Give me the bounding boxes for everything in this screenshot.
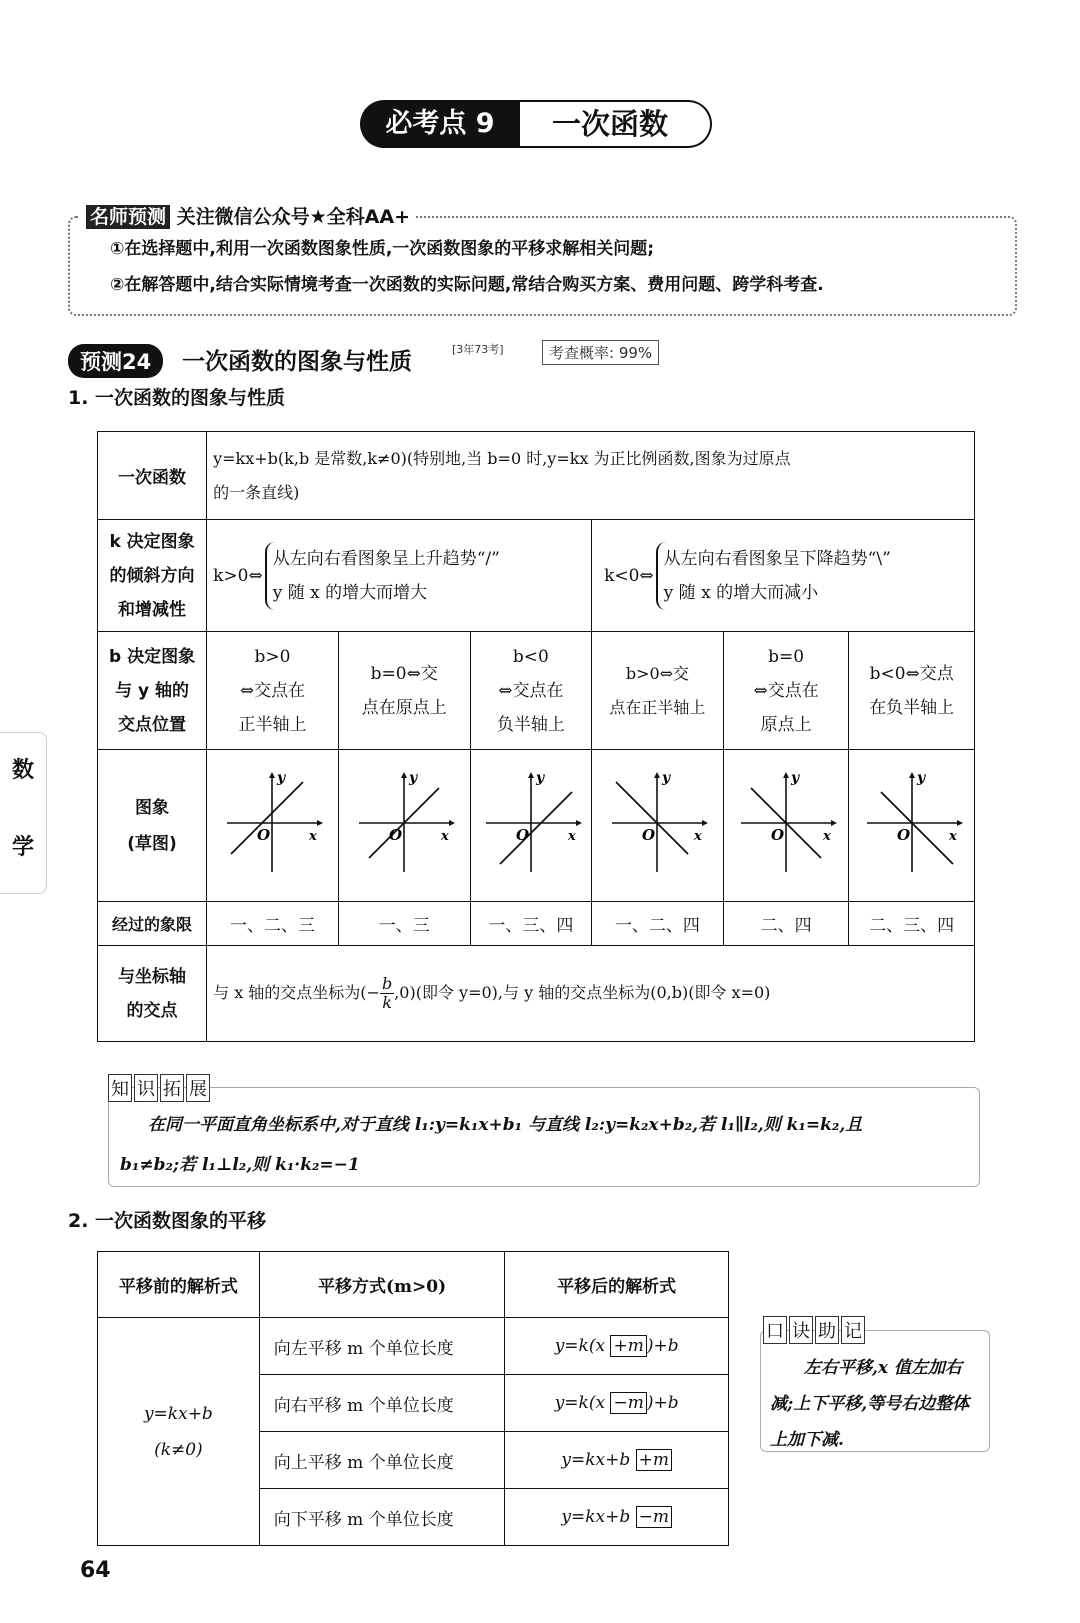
shift-row-1 xyxy=(98,1318,729,1375)
original-expression xyxy=(98,1318,260,1546)
banner-label: 必考点 9 xyxy=(360,100,520,148)
graph-cell-4 xyxy=(592,750,724,902)
x-label: x xyxy=(823,829,831,844)
shift-result-1-pre: y=k(x xyxy=(554,1336,611,1356)
head-k xyxy=(98,520,207,632)
sketch-graph-1 xyxy=(217,768,327,878)
definition-line-1: y=kx+b(k,b 是常数,k≠0)(特别地,当 b=0 时,y=kx 为正比例函数,图象为过原点 xyxy=(213,448,791,468)
y-axis-arrow xyxy=(528,772,534,778)
knowledge-line-2: b₁≠b₂;若 l₁⊥l₂,则 k₁·k₂=−1 xyxy=(120,1155,360,1175)
sketch-graph-5 xyxy=(731,768,841,878)
mnemonic-text: 左右平移,x 值左加右减;上下平移,等号右边整体上加下减. xyxy=(770,1358,970,1450)
mnemonic-tag-4: 记 xyxy=(841,1316,865,1344)
b-cell-2-line-2: 点在原点上 xyxy=(361,697,447,718)
fraction-numerator: b xyxy=(381,974,393,993)
knowledge-tag-2: 识 xyxy=(134,1074,158,1102)
b-cell-4 xyxy=(592,632,724,750)
b-cell-3-line-1: b<0 xyxy=(512,646,549,667)
k-positive-label: k>0⇔ xyxy=(213,565,263,586)
shift-result-1-box: +m xyxy=(610,1335,646,1357)
intersect-cell xyxy=(207,946,975,1042)
y-label: y xyxy=(409,770,418,786)
b-cell-1-line-3: 正半轴上 xyxy=(238,714,307,735)
head-graph-line-1: 图象 xyxy=(135,797,170,818)
side-tab-char-1: 数 xyxy=(11,758,34,783)
sketch-graph-3 xyxy=(476,768,586,878)
shift-result-2 xyxy=(505,1375,729,1432)
graph-cell-1 xyxy=(207,750,339,902)
graph-cell-2 xyxy=(338,750,470,902)
k-negative-line-1: 从左向右看图象呈下降趋势“\” xyxy=(663,548,891,569)
x-axis-arrow xyxy=(831,820,837,826)
y-axis-arrow xyxy=(654,772,660,778)
subsection-2-heading: 2. 一次函数图象的平移 xyxy=(68,1210,267,1232)
shift-header-1: 平移前的解析式 xyxy=(98,1252,260,1318)
y-label: y xyxy=(791,770,800,786)
shift-result-2-box: −m xyxy=(610,1392,646,1414)
head-b-line-2: 与 y 轴的 xyxy=(115,680,190,701)
shift-result-3-pre: y=kx+b xyxy=(561,1450,636,1470)
row-k xyxy=(98,520,975,632)
shift-way-1: 向左平移 m 个单位长度 xyxy=(259,1318,505,1375)
shift-result-1 xyxy=(505,1318,729,1375)
origin-label: O xyxy=(389,826,403,844)
head-intersect xyxy=(98,946,207,1042)
y-label: y xyxy=(535,770,544,786)
x-label: x xyxy=(694,829,703,844)
origin-label: O xyxy=(257,826,271,844)
fraction xyxy=(380,975,394,1012)
graph-cell-5 xyxy=(723,750,849,902)
origin-label: O xyxy=(642,826,656,844)
shift-result-3 xyxy=(505,1432,729,1489)
quadrant-cell-2: 一、三 xyxy=(338,902,470,946)
head-graph-line-2: (草图) xyxy=(127,833,177,854)
intersect-text-post: ,0)(即令 y=0),与 y 轴的交点坐标为(0,b)(即令 x=0) xyxy=(394,983,771,1002)
b-cell-6 xyxy=(849,632,975,750)
head-intersect-line-2: 的交点 xyxy=(126,1000,178,1021)
k-negative-line-2: y 随 x 的增大而减小 xyxy=(663,582,819,603)
y-axis-arrow xyxy=(783,772,789,778)
page-number: 64 xyxy=(80,1558,111,1583)
quadrant-cell-3: 一、三、四 xyxy=(470,902,591,946)
x-label: x xyxy=(948,829,957,844)
head-intersect-line-1: 与坐标轴 xyxy=(118,966,187,987)
k-positive-cell xyxy=(207,520,592,632)
shift-header-row xyxy=(98,1252,729,1318)
head-k-line-2: 的倾斜方向 xyxy=(109,565,195,586)
shift-result-3-box: +m xyxy=(636,1449,672,1471)
y-label: y xyxy=(662,770,671,786)
prediction-line-2: ②在解答题中,结合实际情境考查一次函数的实际问题,常结合购买方案、费用问题、跨学科考查. xyxy=(110,275,824,295)
head-b-line-1: b 决定图象 xyxy=(109,646,196,667)
knowledge-line-1: 在同一平面直角坐标系中,对于直线 l₁:y=k₁x+b₁ 与直线 l₂:y=k₂x+b₂,若 l₁∥l₂,则 k₁=k₂,且 xyxy=(148,1115,863,1135)
b-cell-1 xyxy=(207,632,339,750)
subject-side-tab xyxy=(0,732,47,894)
sketch-graph-2 xyxy=(349,768,459,878)
row-b xyxy=(98,632,975,750)
x-label: x xyxy=(567,829,576,844)
x-axis-arrow xyxy=(702,820,708,826)
shift-way-3: 向上平移 m 个单位长度 xyxy=(259,1432,505,1489)
x-axis-arrow xyxy=(317,820,323,826)
knowledge-tag-3: 拓 xyxy=(160,1074,184,1102)
graph-cell-6 xyxy=(849,750,975,902)
b-cell-6-line-2: 在负半轴上 xyxy=(869,697,955,718)
y-axis-arrow xyxy=(269,772,275,778)
row-graph xyxy=(98,750,975,902)
prediction-line-1: ①在选择题中,利用一次函数图象性质,一次函数图象的平移求解相关问题; xyxy=(110,239,655,259)
row-definition xyxy=(98,432,975,520)
graph-cell-3 xyxy=(470,750,591,902)
x-axis-arrow xyxy=(957,820,963,826)
x-label: x xyxy=(441,829,449,844)
shift-result-2-post: )+b xyxy=(646,1393,679,1413)
knowledge-tag xyxy=(108,1074,212,1102)
b-cell-3-line-2: ⇔交点在 xyxy=(498,680,564,701)
head-definition: 一次函数 xyxy=(98,432,207,520)
fraction-denominator: k xyxy=(382,993,392,1012)
mnemonic-tag-2: 诀 xyxy=(789,1316,813,1344)
y-label: y xyxy=(916,770,925,786)
prediction-tag-text: 关注微信公众号★全科AA+ xyxy=(176,206,411,228)
y-label: y xyxy=(277,770,286,786)
origin-label: O xyxy=(515,826,529,844)
sketch-graph-4 xyxy=(602,768,712,878)
section-pill: 预测24 xyxy=(68,344,163,378)
shift-result-4 xyxy=(505,1489,729,1546)
shift-result-2-pre: y=k(x xyxy=(554,1393,611,1413)
b-cell-4-line-2: 点在正半轴上 xyxy=(609,697,706,717)
original-expression-line-1: y=kx+b xyxy=(143,1403,213,1424)
b-cell-2-line-1: b=0⇔交 xyxy=(370,663,438,684)
quadrant-cell-6: 二、三、四 xyxy=(849,902,975,946)
intersect-text-pre: 与 x 轴的交点坐标为(− xyxy=(213,983,380,1002)
row-quadrant xyxy=(98,902,975,946)
k-negative-label: k<0⇔ xyxy=(604,565,654,586)
properties-table xyxy=(97,431,975,1042)
x-label: x xyxy=(309,829,318,844)
y-axis-arrow xyxy=(909,772,915,778)
title-banner xyxy=(360,100,720,148)
b-cell-5-line-3: 原点上 xyxy=(760,714,812,735)
x-axis-arrow xyxy=(576,820,582,826)
k-positive-line-2: y 随 x 的增大而增大 xyxy=(272,582,428,603)
side-tab-char-2: 学 xyxy=(11,835,34,860)
origin-label: O xyxy=(771,826,785,844)
mnemonic-tag-1: 口 xyxy=(763,1316,787,1344)
shift-way-4: 向下平移 m 个单位长度 xyxy=(259,1489,505,1546)
shift-result-4-pre: y=kx+b xyxy=(561,1507,636,1527)
b-cell-2 xyxy=(338,632,470,750)
section-probability: 考查概率: 99% xyxy=(542,340,659,365)
knowledge-tag-4: 展 xyxy=(186,1074,210,1102)
original-expression-line-2: (k≠0) xyxy=(154,1439,203,1460)
b-cell-1-line-1: b>0 xyxy=(254,646,291,667)
b-cell-6-line-1: b<0⇔交点 xyxy=(869,663,954,684)
head-graph xyxy=(98,750,207,902)
b-cell-3 xyxy=(470,632,591,750)
head-b-line-3: 交点位置 xyxy=(118,714,187,735)
shift-table xyxy=(97,1251,729,1546)
prediction-tag-dark: 名师预测 xyxy=(86,205,170,229)
b-cell-5-line-1: b=0 xyxy=(768,646,805,667)
b-cell-1-line-2: ⇔交点在 xyxy=(239,680,306,701)
head-k-line-3: 和增减性 xyxy=(118,599,187,620)
k-positive-line-1: 从左向右看图象呈上升趋势“/” xyxy=(272,548,500,569)
head-quadrant: 经过的象限 xyxy=(98,902,207,946)
b-cell-3-line-3: 负半轴上 xyxy=(496,714,565,735)
quadrant-cell-4: 一、二、四 xyxy=(592,902,724,946)
shift-result-1-post: )+b xyxy=(646,1336,679,1356)
knowledge-tag-1: 知 xyxy=(108,1074,132,1102)
banner-title: 一次函数 xyxy=(510,100,712,148)
shift-header-3: 平移后的解析式 xyxy=(505,1252,729,1318)
b-cell-5 xyxy=(723,632,849,750)
shift-result-4-box: −m xyxy=(636,1506,672,1528)
function-line xyxy=(881,792,953,864)
shift-way-2: 向右平移 m 个单位长度 xyxy=(259,1375,505,1432)
quadrant-cell-5: 二、四 xyxy=(723,902,849,946)
origin-label: O xyxy=(896,826,910,844)
k-negative-cell xyxy=(592,520,975,632)
shift-header-2: 平移方式(m>0) xyxy=(259,1252,505,1318)
row-intersect xyxy=(98,946,975,1042)
b-cell-5-line-2: ⇔交点在 xyxy=(753,680,819,701)
section-title: 一次函数的图象与性质 xyxy=(182,349,412,375)
function-line xyxy=(500,792,572,864)
mnemonic-tag xyxy=(763,1316,867,1344)
x-axis-arrow xyxy=(449,820,455,826)
sketch-graph-6 xyxy=(857,768,967,878)
mnemonic-tag-3: 助 xyxy=(815,1316,839,1344)
b-cell-4-line-1: b>0⇔交 xyxy=(625,663,690,683)
subsection-1-heading: 1. 一次函数的图象与性质 xyxy=(68,387,286,409)
section-meta: [3年73考] xyxy=(452,343,504,356)
prediction-box xyxy=(68,216,1017,316)
definition-cell xyxy=(207,432,975,520)
y-axis-arrow xyxy=(401,772,407,778)
head-k-line-1: k 决定图象 xyxy=(109,531,195,552)
quadrant-cell-1: 一、二、三 xyxy=(207,902,339,946)
head-b xyxy=(98,632,207,750)
definition-line-2: 的一条直线) xyxy=(213,482,300,502)
prediction-tag xyxy=(80,202,416,229)
